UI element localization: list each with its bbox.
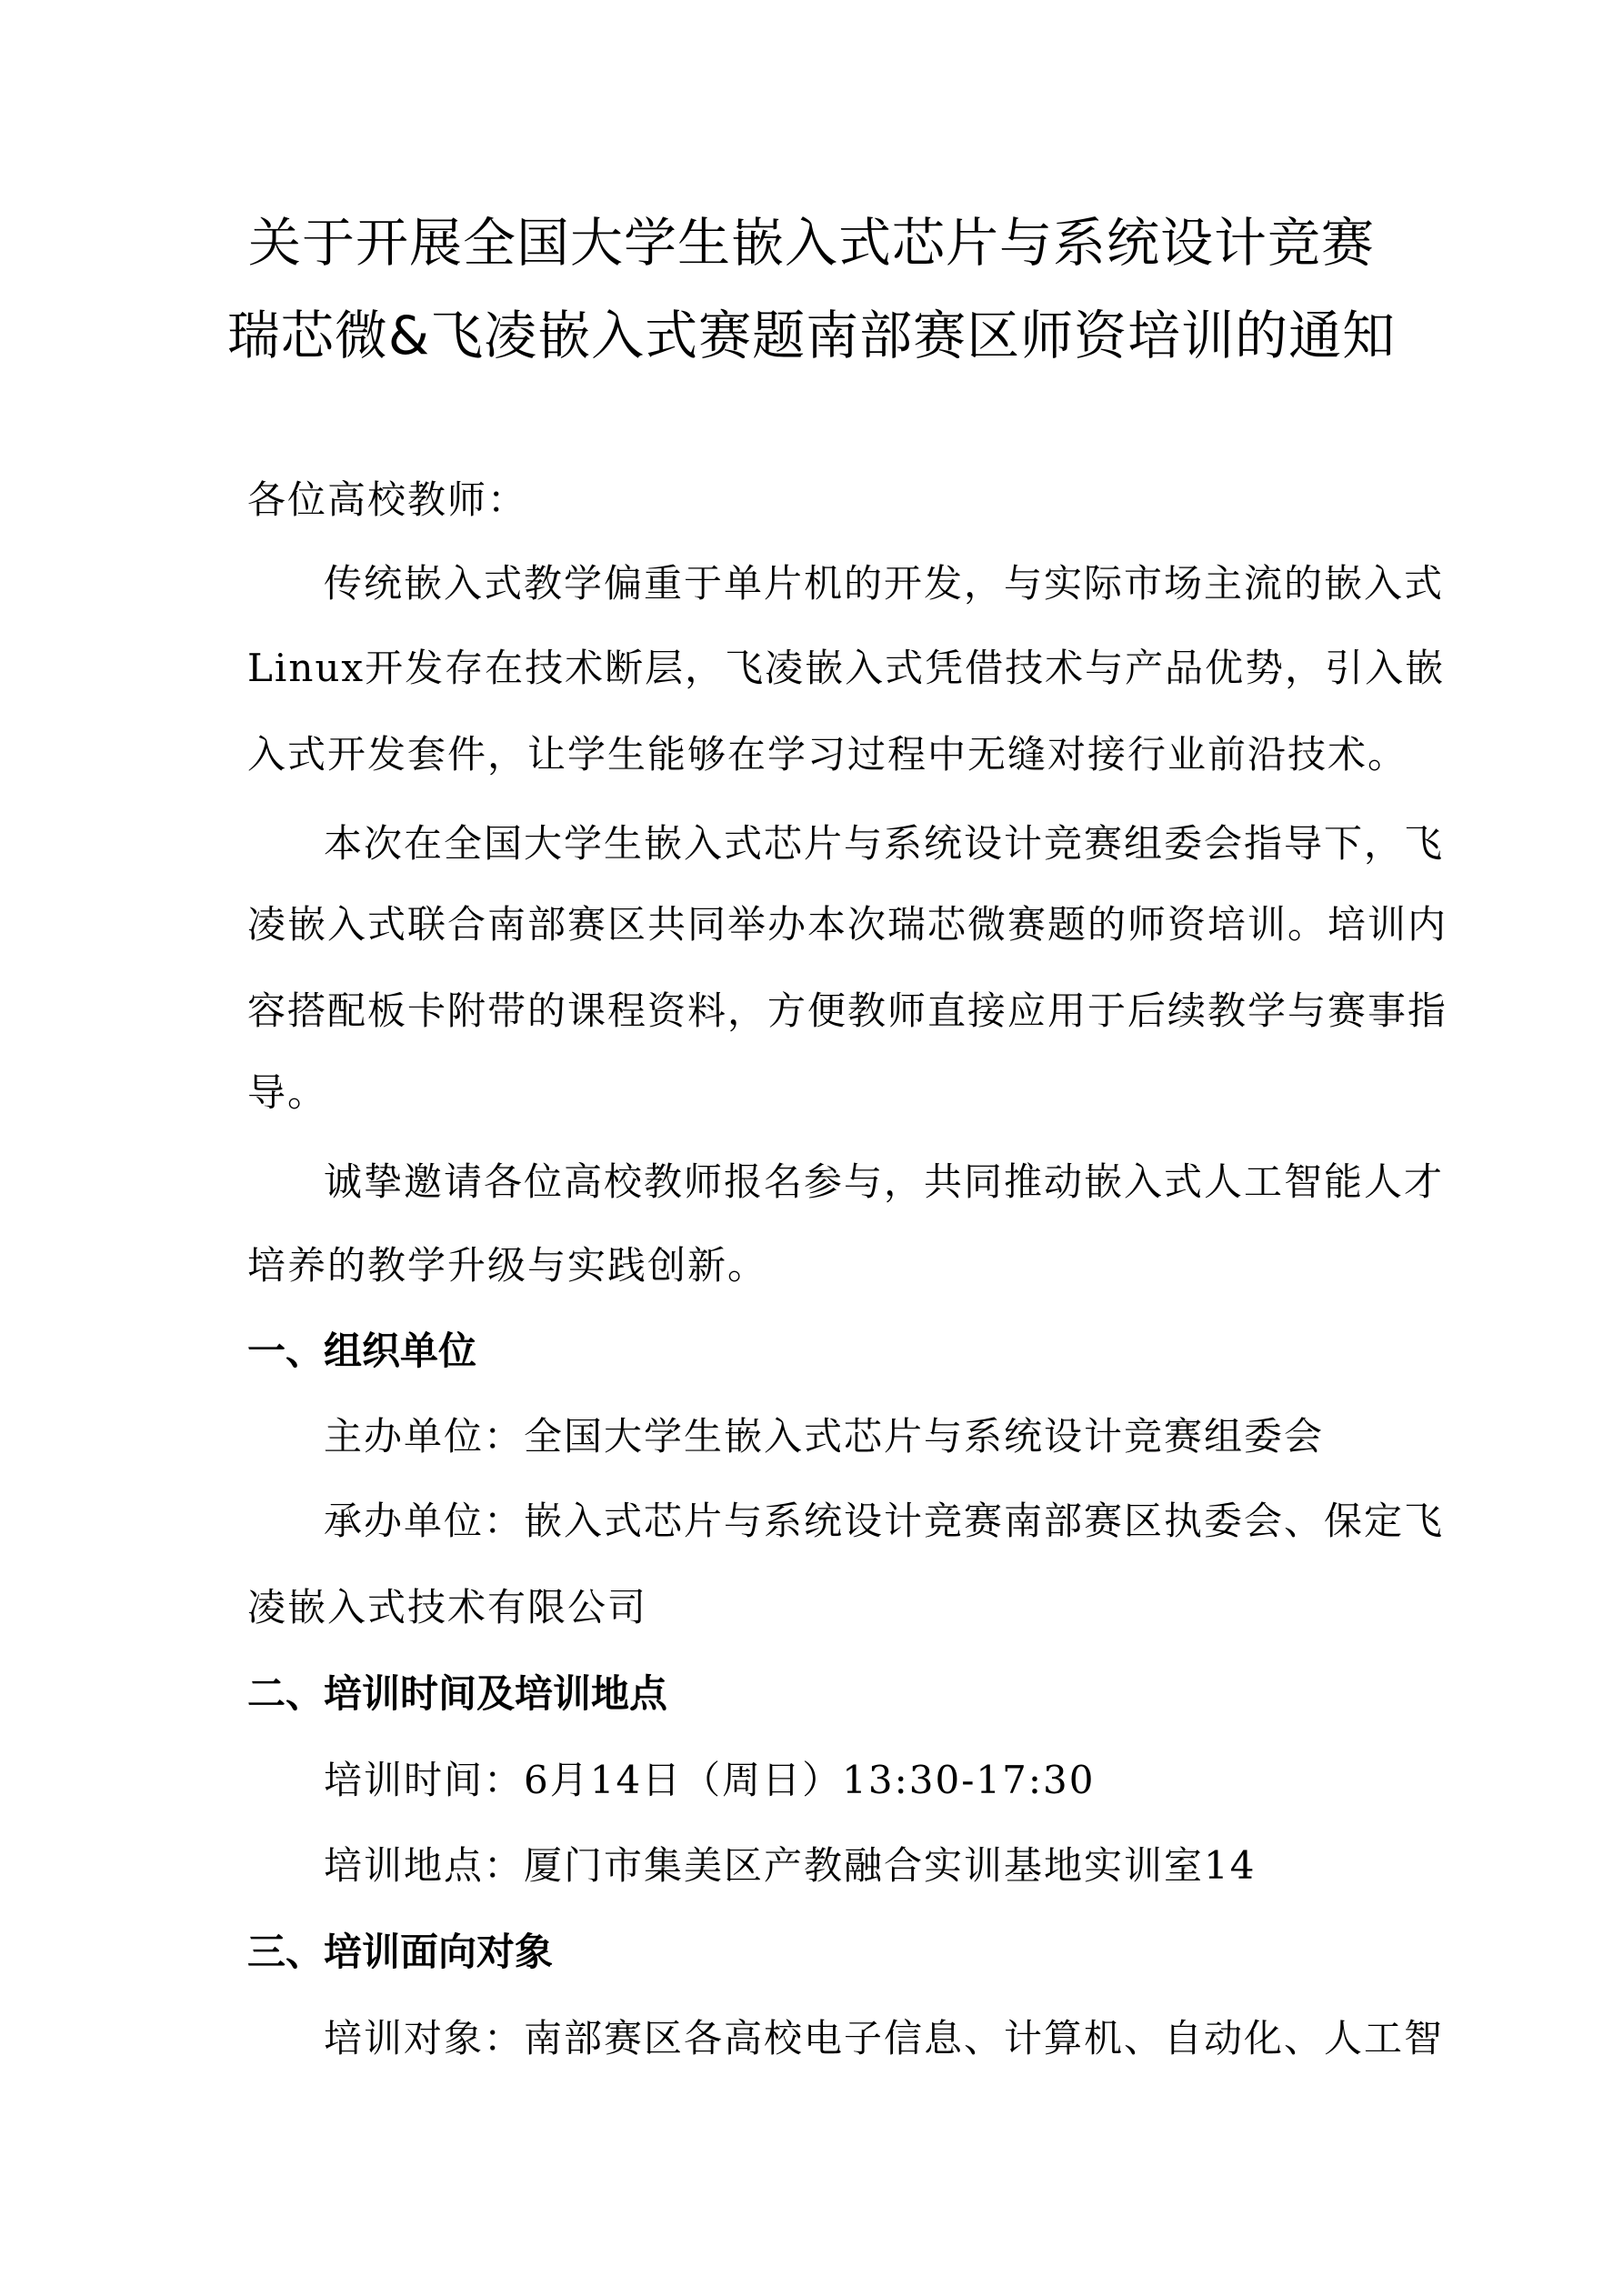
paragraph-1-line-2: Linux开发存在技术断层，飞凌嵌入式凭借技术与产品优势，引入嵌 xyxy=(247,646,1446,690)
paragraph-3-line-1: 诚挚邀请各位高校教师报名参与，共同推动嵌入式人工智能人才 xyxy=(324,1159,1445,1204)
training-time: 培训时间：6月14日（周日）13:30-17:30 xyxy=(324,1758,1096,1802)
section-3-heading: 三、培训面向对象 xyxy=(247,1930,554,1974)
paragraph-2-line-3: 容搭配板卡附带的课程资料，方便教师直接应用于后续教学与赛事指 xyxy=(247,988,1448,1033)
paragraph-1-line-1: 传统嵌入式教学偏重于单片机的开发，与实际市场主流的嵌入式 xyxy=(324,561,1445,606)
host-unit: 主办单位：全国大学生嵌入式芯片与系统设计竞赛组委会 xyxy=(324,1414,1325,1459)
paragraph-1-line-3: 入式开发套件，让学生能够在学习过程中无缝对接行业前沿技术。 xyxy=(247,732,1408,777)
paragraph-3-line-2: 培养的教学升级与实践创新。 xyxy=(247,1243,768,1288)
salutation: 各位高校教师： xyxy=(247,477,528,522)
paragraph-2-line-4: 导。 xyxy=(247,1070,328,1115)
section-1-heading: 一、组织单位 xyxy=(247,1328,477,1373)
training-place: 培训地点：厦门市集美区产教融合实训基地实训室14 xyxy=(324,1843,1257,1888)
organizer-unit-line-1: 承办单位：嵌入式芯片与系统设计竞赛南部赛区执委会、保定飞 xyxy=(324,1499,1445,1543)
document-title-line-1: 关于开展全国大学生嵌入式芯片与系统设计竞赛 xyxy=(247,212,1375,274)
organizer-unit-line-2: 凌嵌入式技术有限公司 xyxy=(247,1585,648,1629)
training-target: 培训对象：南部赛区各高校电子信息、计算机、自动化、人工智 xyxy=(324,2016,1445,2060)
document-title-line-2: 瑞芯微&飞凌嵌入式赛题南部赛区师资培训的通知 xyxy=(226,305,1397,366)
paragraph-2-line-1: 本次在全国大学生嵌入式芯片与系统设计竞赛组委会指导下，飞 xyxy=(324,821,1445,866)
paragraph-2-line-2: 凌嵌入式联合南部赛区共同举办本次瑞芯微赛题的师资培训。培训内 xyxy=(247,902,1448,947)
section-2-heading: 二、培训时间及培训地点 xyxy=(247,1671,668,1716)
